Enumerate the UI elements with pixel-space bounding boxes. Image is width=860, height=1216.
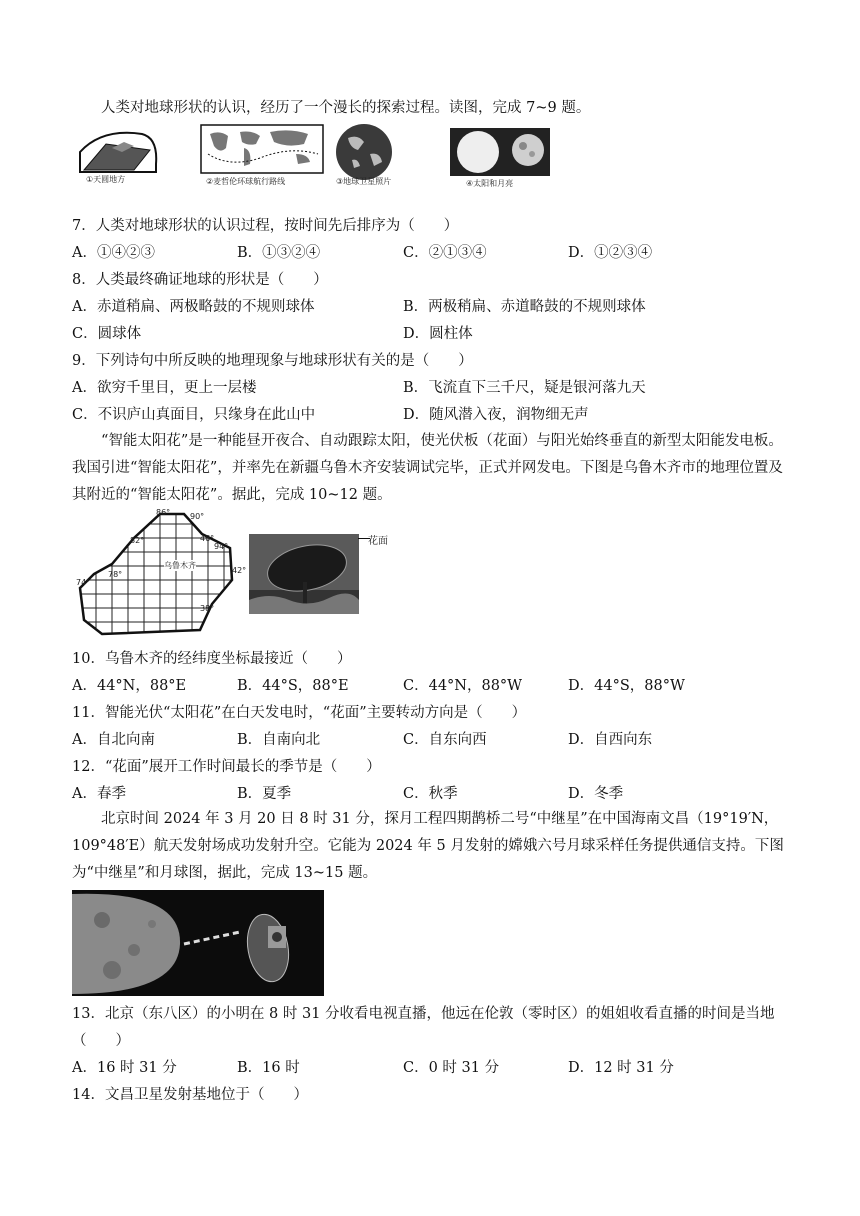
q8-option-d: D．圆柱体 bbox=[403, 326, 473, 342]
question-7-stem: 7．人类对地球形状的认识过程，按时间先后排序为（ ） bbox=[72, 218, 459, 234]
q7-option-c: C．②①③④ bbox=[403, 245, 487, 261]
q7-option-a: A．①④②③ bbox=[72, 245, 155, 261]
q12-option-c: C．秋季 bbox=[403, 786, 458, 802]
q10-option-d: D．44°S，88°W bbox=[568, 678, 685, 694]
q10-option-c: C．44°N，88°W bbox=[403, 678, 523, 694]
relay-satellite-moon-photo bbox=[72, 890, 324, 996]
question-13-stem: 13．北京（东八区）的小明在 8 时 31 分收看电视直播，他远在伦敦（零时区）的姐姐收看直播的时间是当地 bbox=[72, 1006, 775, 1022]
label-82: 82° bbox=[130, 536, 145, 545]
caption-2: ②麦哲伦环球航行路线 bbox=[206, 177, 286, 186]
question-12-stem: 12．“花面”展开工作时间最长的季节是（ ） bbox=[72, 759, 381, 775]
question-9-stem: 9．下列诗句中所反映的地理现象与地球形状有关的是（ ） bbox=[72, 353, 473, 369]
q8-option-a: A．赤道稍扁、两极略鼓的不规则球体 bbox=[72, 299, 315, 315]
question-14-stem: 14．文昌卫星发射基地位于（ ） bbox=[72, 1087, 308, 1103]
q12-option-a: A．春季 bbox=[72, 786, 126, 802]
xinjiang-map bbox=[72, 508, 247, 642]
q8-option-b: B．两极稍扁、赤道略鼓的不规则球体 bbox=[403, 299, 646, 315]
label-74: 74° bbox=[76, 578, 91, 587]
label-78: 78° bbox=[108, 570, 123, 579]
label-90: 90° bbox=[190, 512, 205, 521]
intro-passage-13-15: 北京时间 2024 年 3 月 20 日 8 时 31 分，探月工程四期鹊桥二号“中继星”在中国海南文昌（19°19′N，109°48′E）航天发射场成功发射升空。它能为 2024 年 5 月发射的嫦娥六号月球采样任务提供通信支持。下图为“中继星”和月球图，据此，完成 13~15 题。 bbox=[72, 811, 784, 881]
q13-option-d: D．12 时 31 分 bbox=[568, 1060, 674, 1076]
intro-passage-10-12: “智能太阳花”是一种能昼开夜合、自动跟踪太阳，使光伏板（花面）与阳光始终垂直的新型太阳能发电板。我国引进“智能太阳花”，并率先在新疆乌鲁木齐安装调试完毕，正式并网发电。下图是乌鲁木齐市的地理位置及其附近的“智能太阳花”。据此，完成 10~12 题。 bbox=[72, 433, 783, 503]
figure-satellite-photo bbox=[324, 124, 404, 186]
figure-heaven-round-earth-square bbox=[72, 124, 162, 184]
q10-option-b: B．44°S，88°E bbox=[237, 678, 349, 694]
q7-option-b: B．①③②④ bbox=[237, 245, 321, 261]
label-flower-face: 花面 bbox=[368, 536, 388, 547]
q9-option-d: D．随风潜入夜，润物细无声 bbox=[403, 407, 589, 423]
intro-passage-7-9: 人类对地球形状的认识，经历了一个漫长的探索过程。读图，完成 7~9 题。 bbox=[101, 100, 591, 116]
label-46: 46° bbox=[200, 534, 215, 543]
q13-option-a: A．16 时 31 分 bbox=[72, 1060, 177, 1076]
label-urumqi: 乌鲁木齐 bbox=[164, 561, 196, 570]
q13-option-b: B．16 时 bbox=[237, 1060, 300, 1076]
figure-magellan-route bbox=[200, 124, 324, 186]
label-94: 94° bbox=[214, 542, 229, 551]
figure-sun-and-moon bbox=[450, 128, 552, 186]
question-11-stem: 11．智能光伏“太阳花”在白天发电时，“花面”主要转动方向是（ ） bbox=[72, 705, 527, 721]
q12-option-b: B．夏季 bbox=[237, 786, 292, 802]
q13-option-c: C．0 时 31 分 bbox=[403, 1060, 500, 1076]
question-8-stem: 8．人类最终确证地球的形状是（ ） bbox=[72, 272, 328, 288]
q12-option-d: D．冬季 bbox=[568, 786, 624, 802]
label-42: 42° bbox=[232, 566, 247, 575]
q7-option-d: D．①②③④ bbox=[568, 245, 653, 261]
caption-4: ④太阳和月亮 bbox=[466, 179, 514, 188]
q11-option-a: A．自北向南 bbox=[72, 732, 155, 748]
q8-option-c: C．圆球体 bbox=[72, 326, 142, 342]
q9-option-c: C．不识庐山真面目，只缘身在此山中 bbox=[72, 407, 316, 423]
label-38: 38° bbox=[200, 604, 215, 613]
question-13-stem-cont: （ ） bbox=[72, 1033, 130, 1049]
q9-option-b: B．飞流直下三千尺，疑是银河落九天 bbox=[403, 380, 646, 396]
q10-option-a: A．44°N，88°E bbox=[72, 678, 187, 694]
q11-option-d: D．自西向东 bbox=[568, 732, 653, 748]
label-86: 86° bbox=[156, 508, 171, 517]
caption-1: ①天圆地方 bbox=[86, 175, 126, 184]
q11-option-b: B．自南向北 bbox=[237, 732, 321, 748]
q9-option-a: A．欲穷千里目，更上一层楼 bbox=[72, 380, 257, 396]
question-10-stem: 10．乌鲁木齐的经纬度坐标最接近（ ） bbox=[72, 651, 352, 667]
solar-flower-photo bbox=[249, 534, 359, 614]
caption-3: ③地球卫星照片 bbox=[336, 177, 392, 186]
q11-option-c: C．自东向西 bbox=[403, 732, 487, 748]
